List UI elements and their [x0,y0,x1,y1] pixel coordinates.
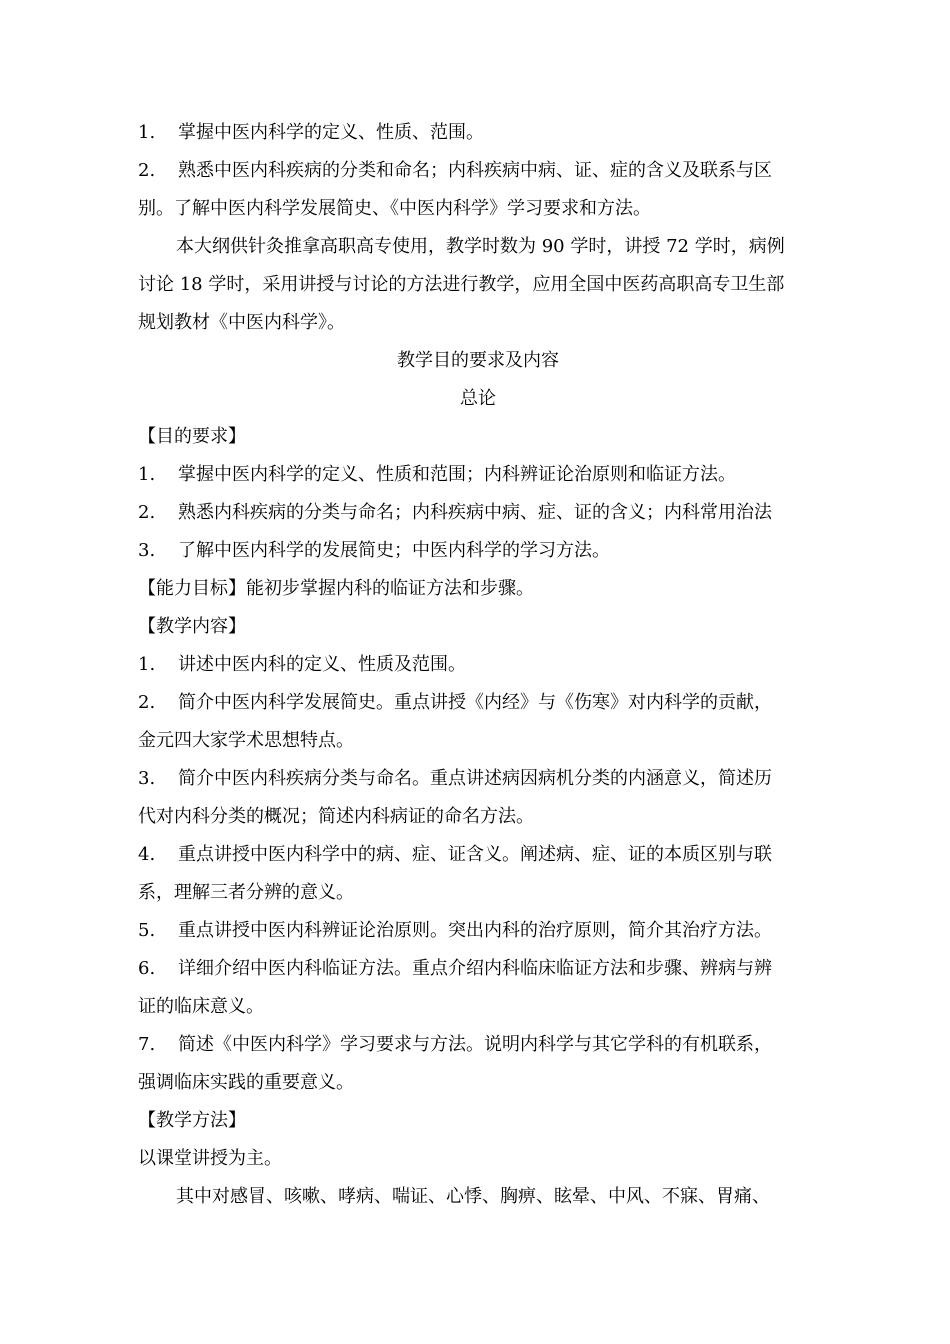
bracket-heading-method [138,1102,818,1140]
text-line-2 [138,152,818,190]
line-text: 别。了解中医内科学发展简史、《中医内科学》学习要求和方法。 [138,198,651,219]
list-number: 6. [138,958,156,979]
list-number: 1. [138,464,156,485]
line-text: 了解中医内科学的发展简史；中医内科学的学习方法。 [178,540,610,561]
list-number: 2. [138,502,156,523]
line-text: 重点讲授中医内科辨证论治原则。突出内科的治疗原则，简介其治疗方法。 [178,920,772,941]
text-line-19 [138,798,818,836]
list-number: 3. [138,540,156,561]
section-heading [138,342,818,380]
line-text: 简述《中医内科学》学习要求与方法。说明内科学与其它学科的有机联系， [178,1034,772,1055]
chapter-heading [138,380,818,418]
line-text: 本大纲供针灸推拿高职高专使用，教学时数为 90 学时，讲授 72 学时，病例 [176,236,785,257]
line-text: 简介中医内科疾病分类与命名。重点讲述病因病机分类的内涵意义，简述历 [178,768,772,789]
list-number: 4. [138,844,156,865]
text-line-25 [138,1026,818,1064]
text-line-20 [138,836,818,874]
line-text: 系，理解三者分辨的意义。 [138,882,354,903]
list-number: 1. [138,122,156,143]
text-line-29 [138,1178,818,1216]
bracket-heading-ability [138,570,818,608]
text-line-24 [138,988,818,1026]
list-number: 3. [138,768,156,789]
text-line-15 [138,646,818,684]
line-text: 金元四大家学术思想特点。 [138,730,354,751]
bracket-heading-content [138,608,818,646]
text-line-4 [138,228,818,266]
line-text: 掌握中医内科学的定义、性质、范围。 [178,122,484,143]
heading-text: 总论 [460,388,496,409]
line-text: 简介中医内科学发展简史。重点讲授《内经》与《伤寒》对内科学的贡献， [178,692,772,713]
line-text: 【目的要求】 [138,426,246,447]
list-number: 2. [138,160,156,181]
line-text: 重点讲授中医内科学中的病、症、证含义。阐述病、症、证的本质区别与联 [178,844,772,865]
line-text: 【教学内容】 [138,616,246,637]
line-text: 强调临床实践的重要意义。 [138,1072,354,1093]
line-text: 代对内科分类的概况；简述内科病证的命名方法。 [138,806,534,827]
text-line-28 [138,1140,818,1178]
text-line-12 [138,532,818,570]
line-text: 证的临床意义。 [138,996,264,1017]
line-text: 熟悉内科疾病的分类与命名；内科疾病中病、症、证的含义；内科常用治法 [178,502,772,523]
line-text: 详细介绍中医内科临证方法。重点介绍内科临床临证方法和步骤、辨病与辨 [178,958,772,979]
text-line-17 [138,722,818,760]
line-text: 其中对感冒、咳嗽、哮病、喘证、心悸、胸痹、眩晕、中风、不寐、胃痛、 [176,1186,770,1207]
line-text: 讨论 18 学时，采用讲授与讨论的方法进行教学，应用全国中医药高职高专卫生部 [138,274,785,295]
text-line-5 [138,266,818,304]
list-number: 7. [138,1034,156,1055]
text-line-18 [138,760,818,798]
text-line-22 [138,912,818,950]
document-page [138,114,818,1216]
line-text: 【能力目标】能初步掌握内科的临证方法和步骤。 [138,578,534,599]
line-text: 以课堂讲授为主。 [138,1148,282,1169]
text-line-21 [138,874,818,912]
list-number: 5. [138,920,156,941]
text-line-26 [138,1064,818,1102]
line-text: 熟悉中医内科疾病的分类和命名；内科疾病中病、证、症的含义及联系与区 [178,160,772,181]
list-number: 2. [138,692,156,713]
text-line-3 [138,190,818,228]
text-line-1 [138,114,818,152]
list-number: 1. [138,654,156,675]
line-text: 掌握中医内科学的定义、性质和范围；内科辨证论治原则和临证方法。 [178,464,736,485]
text-line-10 [138,456,818,494]
bracket-heading-goals [138,418,818,456]
line-text: 【教学方法】 [138,1110,246,1131]
heading-text: 教学目的要求及内容 [397,350,559,371]
text-line-16 [138,684,818,722]
text-line-23 [138,950,818,988]
line-text: 讲述中医内科的定义、性质及范围。 [178,654,466,675]
text-line-11 [138,494,818,532]
text-line-6 [138,304,818,342]
line-text: 规划教材《中医内科学》。 [138,312,345,333]
